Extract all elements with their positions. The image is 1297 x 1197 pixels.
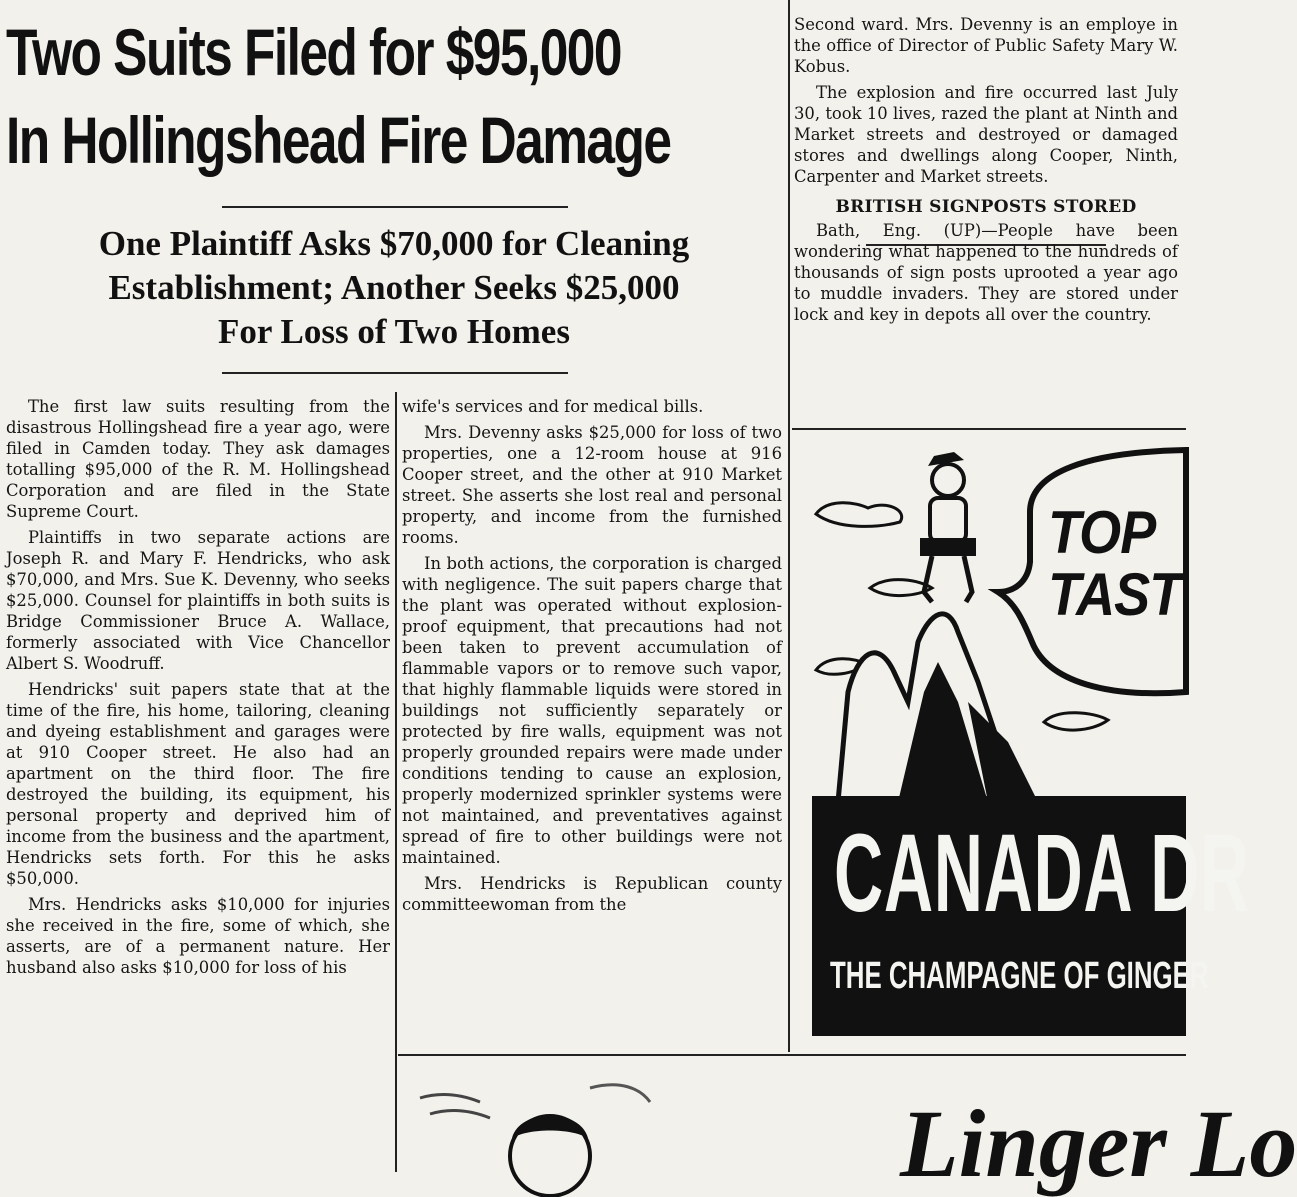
hiker-shorts — [920, 538, 976, 556]
decorative-lines — [590, 1085, 650, 1102]
article-paragraph: Mrs. Devenny asks $25,000 for loss of two properties, one a 12-room house at 916 Cooper street, and the other at 910 Market street. She asserts she lost real and personal property, and income from the furnished rooms. — [402, 423, 782, 547]
ad-brand-name: CANADA DR — [834, 812, 1251, 935]
ad-bubble-line-1: TOP — [1048, 499, 1156, 566]
headline-line-2: In Hollingshead Fire Damage — [6, 103, 671, 177]
article-paragraph: Mrs. Hendricks asks $10,000 for injuries she received in the fire, some of which, she asserts, are of a permanent nature. Her husband also asks $10,000 for loss of his — [6, 895, 390, 977]
column-rule-1 — [395, 392, 397, 1172]
cloud-shape — [816, 503, 902, 527]
lower-ad-top-rule — [398, 1054, 1186, 1056]
ad-bubble-line-2: TAST — [1048, 561, 1182, 628]
ad-bubble-text — [1048, 499, 1182, 628]
headline-line-1: Two Suits Filed for $95,000 — [6, 15, 621, 89]
headline — [6, 8, 671, 184]
lower-advertisement — [400, 1058, 1297, 1197]
deck-line-1: One Plaintiff Asks $70,000 for Cleaning — [98, 224, 690, 263]
brief-body: Bath, Eng. (UP)—People have been wondering what happened to the hundreds of thousands of sign posts uprooted a year ago to muddle invaders. They are stored under lock and key in depots all over the country. — [794, 221, 1178, 324]
column-rule-2 — [788, 0, 790, 1052]
article-column-3 — [794, 14, 1178, 330]
hiker-legs — [924, 556, 972, 602]
canada-dry-advertisement — [808, 442, 1251, 1038]
deck-divider — [222, 372, 568, 374]
article-paragraph: In both actions, the corporation is charged with negligence. The suit papers charge that the plant was operated without explosion-proof equipment, that precautions had not been taken to prevent accumulation of flammable vapors or to remove such vapor, that highly flammable liquids were stored in buildings not sufficiently separately or protected by fire walls, equipment was not properly grounded repairs were made under conditions tending to cause an explosion, properly modernized sprinkler systems were not maintained, and preventatives against spread of fire to other buildings were not maintained. — [402, 554, 782, 867]
hiker-head — [932, 464, 964, 496]
article-paragraph: Mrs. Hendricks is Republican county committeewoman from the — [402, 874, 782, 914]
right-column-bottom-rule — [792, 428, 1186, 430]
article-paragraph: Plaintiffs in two separate actions are Joseph R. and Mary F. Hendricks, who ask $70,000, and Mrs. Sue K. Devenny, who seeks $25,000. Counsel for plaintiffs in both suits is Bridge Commissioner Bruce A. Wallace, formerly associated with Vice Chancellor Albert S. Woodruff. — [6, 528, 390, 673]
article-paragraph: The explosion and fire occurred last July 30, took 10 lives, razed the plant at Ninth and Market streets and destroyed or damaged stores and dwellings along Cooper, Ninth, Carpenter and Market streets. — [794, 83, 1178, 186]
deck-subheadline — [6, 222, 782, 354]
deck-line-2: Establishment; Another Seeks $25,000 — [108, 268, 680, 307]
article-paragraph: The first law suits resulting from the disastrous Hollingshead fire a year ago, were filed in Camden today. They ask damages totalling $95,000 of the R. M. Hollingshead Corporation and are filed in the State Supreme Court. — [6, 397, 390, 521]
cloud-shape — [1044, 713, 1108, 730]
headline-divider — [222, 206, 568, 208]
deck-line-3: For Loss of Two Homes — [218, 312, 570, 351]
hiker-body — [930, 498, 966, 542]
article-paragraph: Second ward. Mrs. Devenny is an employe in the office of Director of Public Safety Mary W. Kobus. — [794, 15, 1178, 76]
ad-tagline: THE CHAMPAGNE OF GINGER — [830, 955, 1209, 997]
article-column-2 — [402, 396, 782, 920]
article-paragraph: wife's services and for medical bills. — [402, 397, 704, 416]
brief-title: BRITISH SIGNPOSTS STORED — [835, 197, 1137, 217]
decorative-lines — [420, 1095, 490, 1118]
ad-illustration — [400, 1058, 660, 1172]
article-paragraph: Hendricks' suit papers state that at the time of the fire, his home, tailoring, cleaning and dyeing establishment and garages were at 910 Cooper street. He also had an apartment on the third floor. The fire destroyed the building, its equipment, his personal property and deprived him of income from the business and the apartment, Hendricks sets forth. For this he asks $50,000. — [6, 680, 390, 888]
article-column-1 — [6, 396, 390, 983]
ad2-headline: Linger Lo — [900, 1090, 1297, 1197]
